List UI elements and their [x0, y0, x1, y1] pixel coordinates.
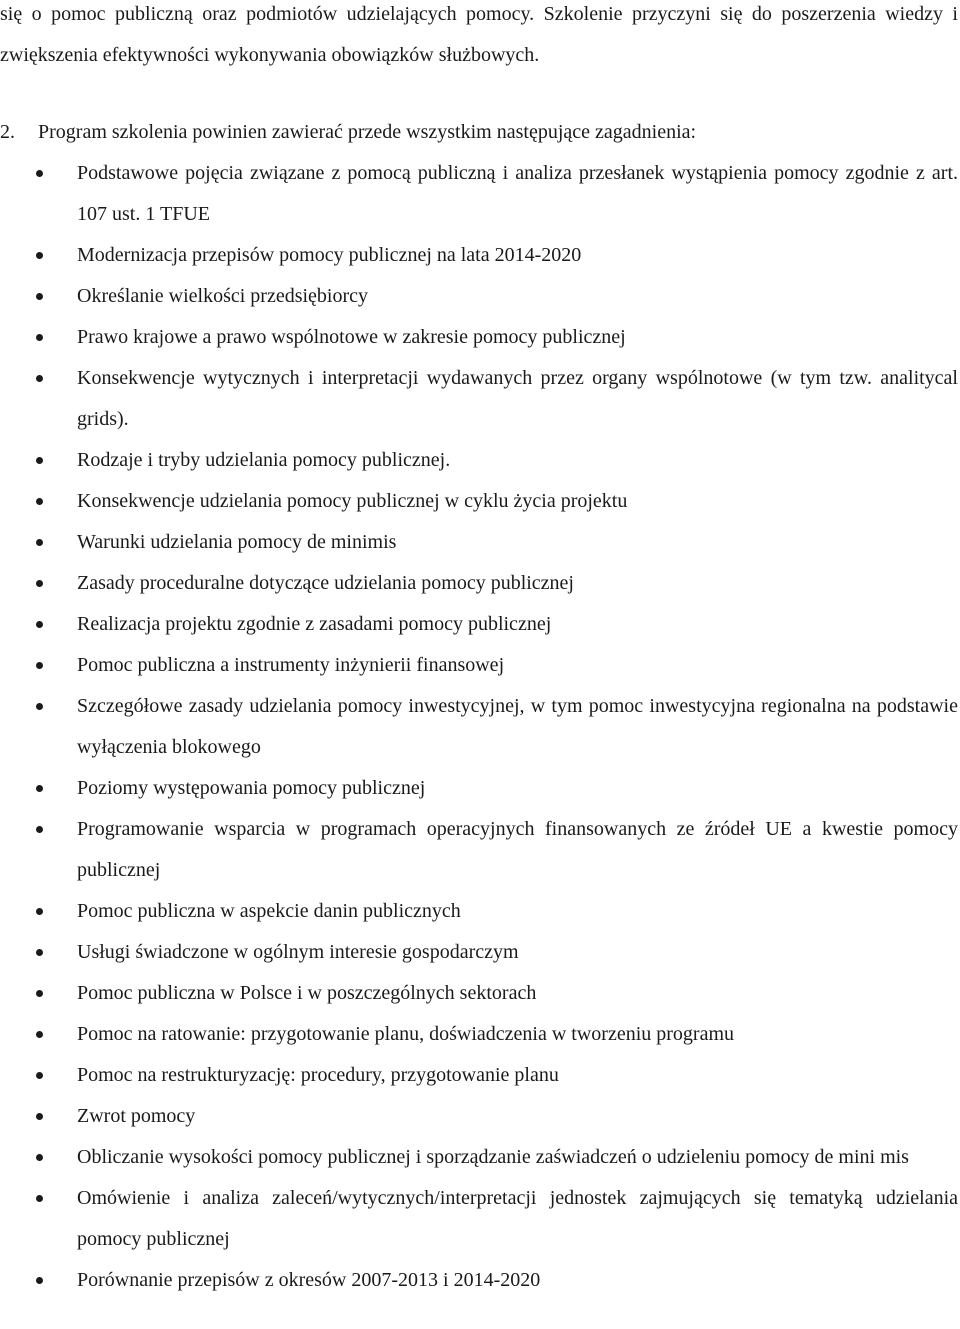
bullet-icon [36, 785, 43, 792]
list-item [0, 1260, 958, 1301]
list-item [0, 891, 958, 932]
bullet-icon [36, 498, 43, 505]
bullet-icon [36, 990, 43, 997]
list-item-text: Porównanie przepisów z okresów 2007-2013 i 2014-2020 [77, 1269, 541, 1291]
bullet-icon [36, 375, 43, 382]
list-item [0, 1096, 958, 1137]
bullet-icon [36, 334, 43, 341]
list-item-text: Pomoc publiczna a instrumenty inżynierii finansowej [77, 654, 505, 676]
bullet-icon [36, 703, 43, 710]
list-item-text: Realizacja projektu zgodnie z zasadami pomocy publicznej [77, 613, 552, 635]
bullet-icon [36, 580, 43, 587]
bullet-icon [36, 1031, 43, 1038]
list-item-text: Poziomy występowania pomocy publicznej [77, 777, 426, 799]
bullet-icon [36, 1195, 43, 1202]
list-item [0, 276, 958, 317]
bullet-icon [36, 1072, 43, 1079]
bullet-icon [36, 457, 43, 464]
list-item-text: Obliczanie wysokości pomocy publicznej i sporządzanie zaświadczeń o udzieleniu pomocy de mini mis [77, 1146, 909, 1168]
list-item-text: Programowanie wsparcia w programach operacyjnych finansowanych ze źródeł UE a kwestie pomocy publicznej [77, 818, 958, 881]
list-item [0, 645, 958, 686]
list-item-text: Konsekwencje udzielania pomocy publicznej w cyklu życia projektu [77, 490, 628, 512]
list-item-text: Pomoc publiczna w aspekcie danin publicznych [77, 900, 461, 922]
list-item-text: Podstawowe pojęcia związane z pomocą publiczną i analiza przesłanek wystąpienia pomocy zgodnie z art. 107 ust. 1 TFUE [77, 162, 958, 225]
list-item [0, 563, 958, 604]
list-item-text: Pomoc na ratowanie: przygotowanie planu, doświadczenia w tworzeniu programu [77, 1023, 735, 1045]
bullet-icon [36, 539, 43, 546]
list-item-text: Rodzaje i tryby udzielania pomocy publicznej. [77, 449, 451, 471]
list-item-text: Zwrot pomocy [77, 1105, 196, 1127]
list-item [0, 358, 958, 440]
list-item-text: Zasady proceduralne dotyczące udzielania pomocy publicznej [77, 572, 574, 594]
list-item [0, 973, 958, 1014]
bullet-icon [36, 826, 43, 833]
bullet-icon [36, 293, 43, 300]
bullet-icon [36, 1154, 43, 1161]
list-item [0, 153, 958, 235]
list-item-text: Omówienie i analiza zaleceń/wytycznych/interpretacji jednostek zajmujących się tematyką udzielania pomocy publicznej [77, 1187, 958, 1250]
topics-list [0, 153, 958, 1301]
list-item-text: Usługi świadczone w ogólnym interesie gospodarczym [77, 941, 519, 963]
list-item [0, 522, 958, 563]
list-item-text: Określanie wielkości przedsiębiorcy [77, 285, 369, 307]
list-item [0, 235, 958, 276]
list-item [0, 686, 958, 768]
point-2-heading [0, 117, 958, 147]
list-item [0, 1014, 958, 1055]
point-text: Program szkolenia powinien zawierać przede wszystkim następujące zagadnienia: [38, 121, 697, 143]
bullet-icon [36, 949, 43, 956]
list-item-text: Konsekwencje wytycznych i interpretacji wydawanych przez organy wspólnotowe (w tym tzw. analitycal grids). [77, 367, 958, 430]
point-number: 2. [0, 121, 15, 143]
list-item [0, 317, 958, 358]
list-item-text: Modernizacja przepisów pomocy publicznej na lata 2014-2020 [77, 244, 582, 266]
bullet-icon [36, 252, 43, 259]
intro-paragraph: się o pomoc publiczną oraz podmiotów udzielających pomocy. Szkolenie przyczyni się do poszerzenia wiedzy i zwiększenia efektywności wykonywania obowiązków służbowych. [0, 3, 958, 66]
list-item [0, 1178, 958, 1260]
list-item [0, 481, 958, 522]
list-item-text: Pomoc publiczna w Polsce i w poszczególnych sektorach [77, 982, 537, 1004]
bullet-icon [36, 1277, 43, 1284]
list-item [0, 932, 958, 973]
list-item-text: Szczegółowe zasady udzielania pomocy inwestycyjnej, w tym pomoc inwestycyjna regionalna na podstawie wyłączenia blokowego [77, 695, 958, 758]
bullet-icon [36, 170, 43, 177]
list-item [0, 1137, 958, 1178]
list-item [0, 768, 958, 809]
list-item [0, 809, 958, 891]
list-item [0, 604, 958, 645]
bullet-icon [36, 662, 43, 669]
list-item-text: Warunki udzielania pomocy de minimis [77, 531, 397, 553]
list-item [0, 440, 958, 481]
list-item-text: Prawo krajowe a prawo wspólnotowe w zakresie pomocy publicznej [77, 326, 626, 348]
list-item-text: Pomoc na restrukturyzację: procedury, przygotowanie planu [77, 1064, 559, 1086]
list-item [0, 1055, 958, 1096]
bullet-icon [36, 908, 43, 915]
bullet-icon [36, 621, 43, 628]
bullet-icon [36, 1113, 43, 1120]
